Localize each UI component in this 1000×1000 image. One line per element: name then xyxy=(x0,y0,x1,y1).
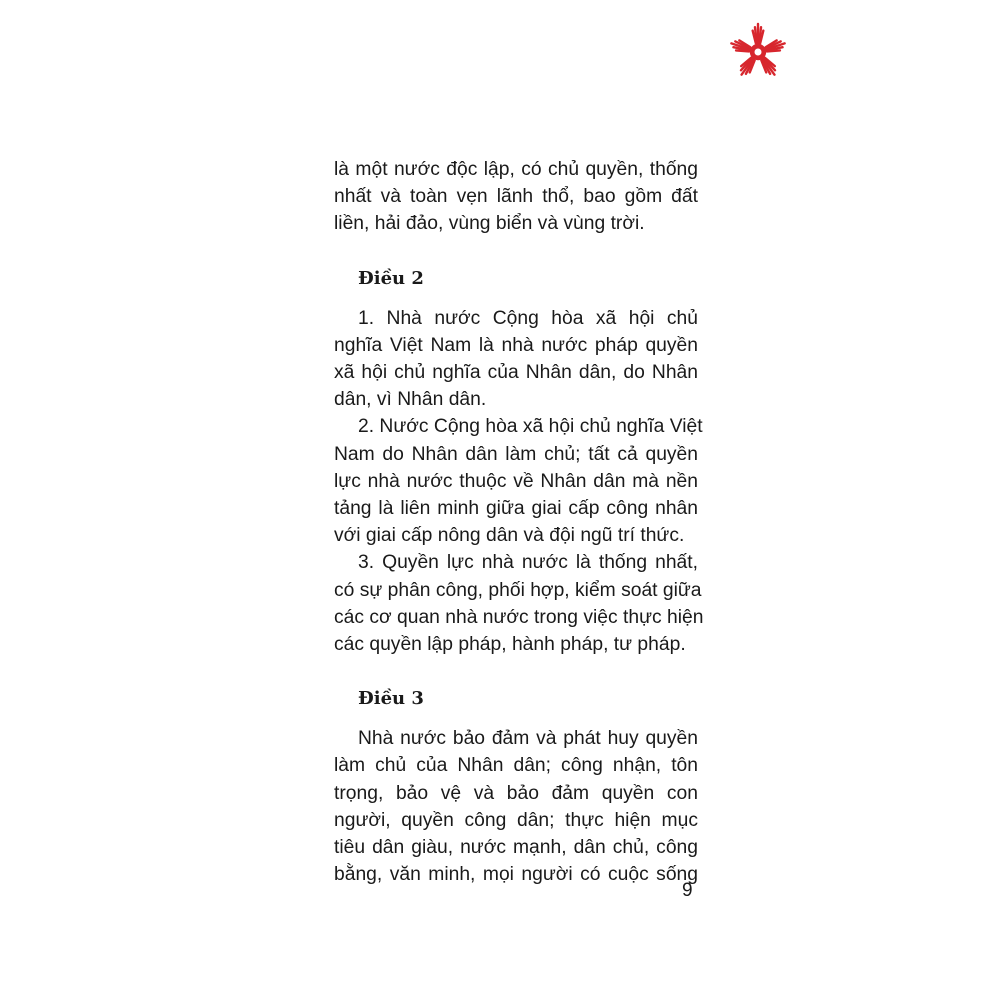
red-star-emblem-icon xyxy=(728,22,788,82)
text-line: Nam do Nhân dân làm chủ; tất cả quyền xyxy=(334,443,698,465)
intro-paragraph xyxy=(334,156,698,238)
text-line: trọng, bảo vệ và bảo đảm quyền con xyxy=(334,782,698,804)
text-line: nghĩa Việt Nam là nhà nước pháp quyền xyxy=(334,334,698,356)
article-2-clause-2 xyxy=(334,413,703,549)
article-2-heading: Điều 2 xyxy=(358,267,424,289)
article-2-clause-3 xyxy=(334,549,704,658)
text-line: có sự phân công, phối hợp, kiểm soát giữa xyxy=(334,579,702,601)
text-line: liền, hải đảo, vùng biển và vùng trời. xyxy=(334,213,645,235)
text-line: tảng là liên minh giữa giai cấp công nhân xyxy=(334,498,698,520)
text-line: 3. Quyền lực nhà nước là thống nhất, xyxy=(358,552,698,574)
article-2-clause-1 xyxy=(334,305,698,414)
text-line: 2. Nước Cộng hòa xã hội chủ nghĩa Việt xyxy=(358,416,703,438)
text-line: dân, vì Nhân dân. xyxy=(334,389,487,411)
article-3-heading: Điều 3 xyxy=(358,688,424,710)
text-line: người, quyền công dân; thực hiện mục xyxy=(334,809,698,831)
text-line: bằng, văn minh, mọi người có cuộc sống xyxy=(334,864,698,886)
body-text xyxy=(334,156,704,888)
text-line: xã hội chủ nghĩa của Nhân dân, do Nhân xyxy=(334,362,698,384)
text-line: làm chủ của Nhân dân; công nhận, tôn xyxy=(334,755,698,777)
text-line: tiêu dân giàu, nước mạnh, dân chủ, công xyxy=(334,837,698,859)
text-line: lực nhà nước thuộc về Nhân dân mà nền xyxy=(334,470,698,492)
text-line: các cơ quan nhà nước trong việc thực hiện xyxy=(334,606,704,628)
page-number: 9 xyxy=(682,880,693,901)
text-line: nhất và toàn vẹn lãnh thổ, bao gồm đất xyxy=(334,186,698,208)
text-line: Nhà nước bảo đảm và phát huy quyền xyxy=(358,728,698,750)
article-3-paragraph xyxy=(334,725,698,888)
text-line: với giai cấp nông dân và đội ngũ trí thức. xyxy=(334,525,685,547)
text-line: là một nước độc lập, có chủ quyền, thống xyxy=(334,159,698,180)
text-line: 1. Nhà nước Cộng hòa xã hội chủ xyxy=(358,307,698,329)
text-line: các quyền lập pháp, hành pháp, tư pháp. xyxy=(334,634,686,656)
